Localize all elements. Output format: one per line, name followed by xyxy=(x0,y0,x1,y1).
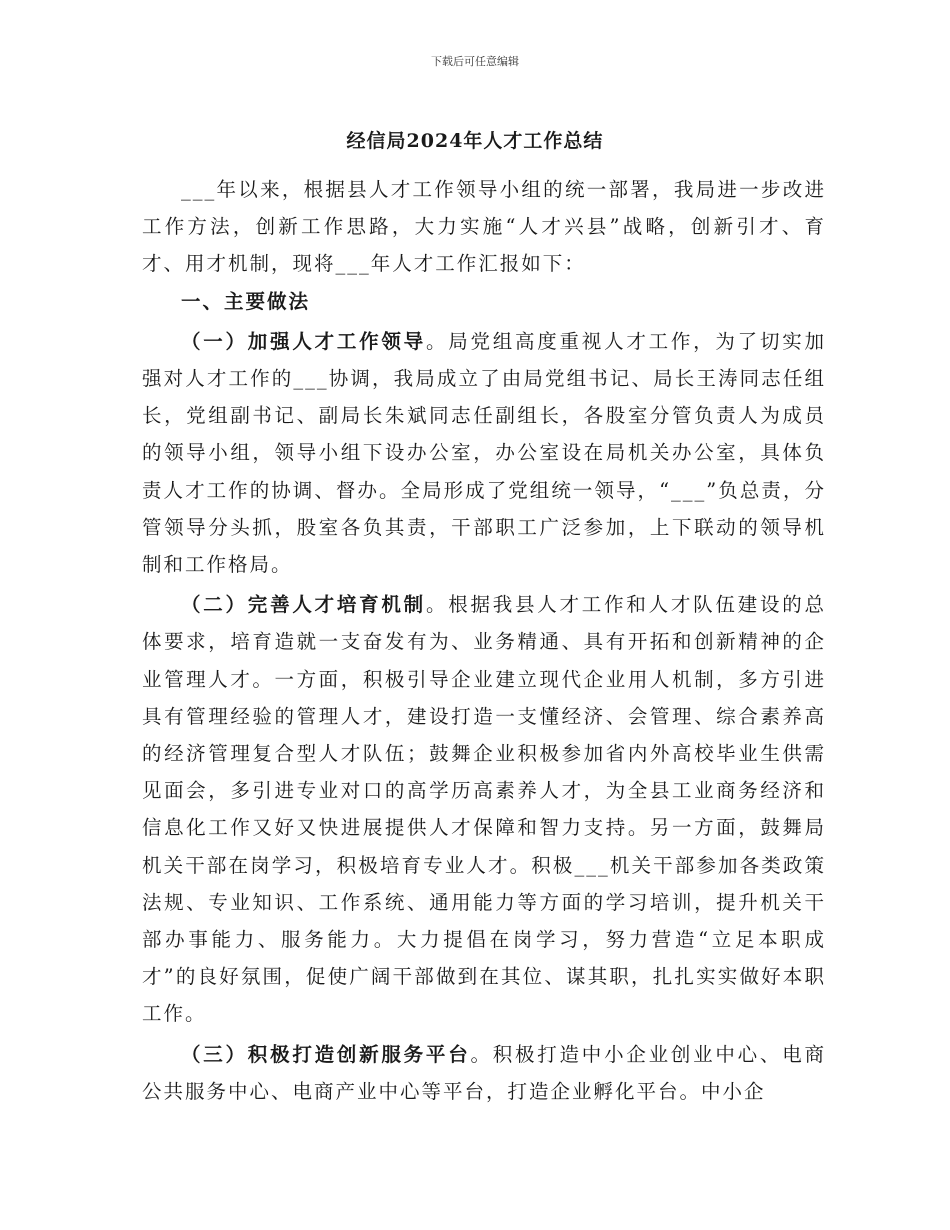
paragraph-body: 。局党组高度重视人才工作，为了切实加强对人才工作的___协调，我局成立了由局党组书记、局长王涛同志任组长，党组副书记、副局长朱斌同志任副组长，各股室分管负责人为成员的领导小组，领导小组下设办公室，办公室设在局机关办公室，具体负责人才工作的协调、督办。全局形成了党组统一领导，“___”负总责，分管领导分头抓，股室各负其责，干部职工广泛参加，上下联动的领导机制和工作格局。 xyxy=(142,329,826,577)
header-note: 下载后可任意编辑 xyxy=(431,55,519,68)
paragraph-lead: （三）积极打造创新服务平台 xyxy=(181,1042,471,1066)
paragraph-talent-leadership xyxy=(142,323,826,583)
section-heading-main-practices: 一、主要做法 xyxy=(181,289,311,313)
paragraph-body: 。根据我县人才工作和人才队伍建设的总体要求，培育造就一支奋发有为、业务精通、具有开拓和创新精神的企业管理人才。一方面，积极引导企业建立现代企业用人机制，多方引进具有管理经验的管理人才，建设打造一支懂经济、会管理、综合素养高的经济管理复合型人才队伍；鼓舞企业积极参加省内外高校毕业生供需见面会，多引进专业对口的高学历高素养人才，为全县工业商务经济和信息化工作又好又快进展提供人才保障和智力支持。另一方面，鼓舞局机关干部在岗学习，积极培育专业人才。积极___机关干部参加各类政策法规、专业知识、工作系统、通用能力等方面的学习培训，提升机关干部办事能力、服务能力。大力提倡在岗学习，努力营造“立足本职成才”的良好氛围，促使广阔干部做到在其位、谋其职，扎扎实实做好本职工作。 xyxy=(142,593,826,1026)
paragraph-innovation-platform xyxy=(142,1036,826,1110)
document-body xyxy=(142,171,826,1110)
paragraph-body: 。积极打造中小企业创业中心、电商公共服务中心、电商产业中心等平台，打造企业孵化平台。中小企 xyxy=(142,1042,826,1103)
paragraph-lead: （一）加强人才工作领导 xyxy=(181,329,426,353)
document-title: 经信局2024年人才工作总结 xyxy=(346,130,604,152)
intro-paragraph: ___年以来，根据县人才工作领导小组的统一部署，我局进一步改进工作方法，创新工作思路，大力实施“人才兴县”战略，创新引才、育才、用才机制，现将___年人才工作汇报如下： xyxy=(142,178,826,276)
paragraph-talent-training xyxy=(142,586,826,1032)
paragraph-lead: （二）完善人才培育机制 xyxy=(181,593,426,617)
